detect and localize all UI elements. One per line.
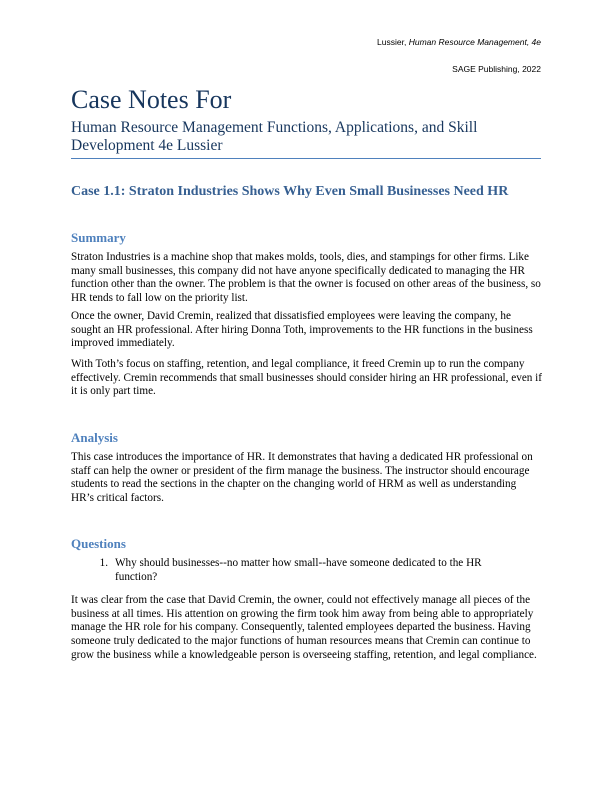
running-header xyxy=(377,37,541,47)
questions-list xyxy=(71,557,542,584)
question-item xyxy=(71,557,542,584)
summary-heading: Summary xyxy=(71,230,126,245)
analysis-heading: Analysis xyxy=(71,430,118,445)
analysis-paragraph: This case introduces the importance of HR. It demonstrates that having a dedicated HR professional on staff can help the owner or president of the firm manage the business. The instructor should encourage students to read the sections in the chapter on the changing world of HRM as well as understanding HR’s critical factors. xyxy=(71,451,533,505)
case-heading: Case 1.1: Straton Industries Shows Why Even Small Businesses Need HR xyxy=(71,184,509,199)
questions-heading: Questions xyxy=(71,536,126,551)
title-divider xyxy=(71,158,541,159)
question-number: 1. xyxy=(99,557,108,569)
summary-paragraph-2: Once the owner, David Cremin, realized that dissatisfied employees were leaving the company, he sought an HR professional. After hiring Donna Toth, improvements to the HR functions in the business improved immediately. xyxy=(71,310,533,350)
summary-paragraph-1: Straton Industries is a machine shop that makes molds, tools, dies, and stampings for other firms. Like many small businesses, this company did not have anyone specifically dedicated to managing the HR function other than the owner. The problem is that the owner is focused on other areas of the business, so HR tends to fall low on the priority list. xyxy=(71,251,541,305)
answer-paragraph: It was clear from the case that David Cremin, the owner, could not effectively manage all pieces of the business at all times. His attention on growing the firm took him away from being able to appropriately manage the HR role for his company. Consequently, talented employees departed the business. Having someone truly dedicated to the major functions of human resources means that Cremin can continue to grow the business while a knowledgeable person is overseeing staffing, retention, and legal compliance. xyxy=(71,594,537,661)
summary-paragraph-3: With Toth’s focus on staffing, retention, and legal compliance, it freed Cremin up to run the company effectively. Cremin recommends that small businesses should consider hiring an HR professional, even if it is only part time. xyxy=(71,358,543,398)
header-publisher: SAGE Publishing, 2022 xyxy=(452,64,541,74)
page-title: Case Notes For xyxy=(71,85,232,114)
question-text: Why should businesses--no matter how small--have someone dedicated to the HR function? xyxy=(115,557,482,583)
header-author: Lussier, xyxy=(377,37,407,47)
header-book-title: Human Resource Management, 4e xyxy=(408,37,541,47)
page-subtitle: Human Resource Management Functions, Applications, and Skill Development 4e Lussier xyxy=(71,119,478,154)
